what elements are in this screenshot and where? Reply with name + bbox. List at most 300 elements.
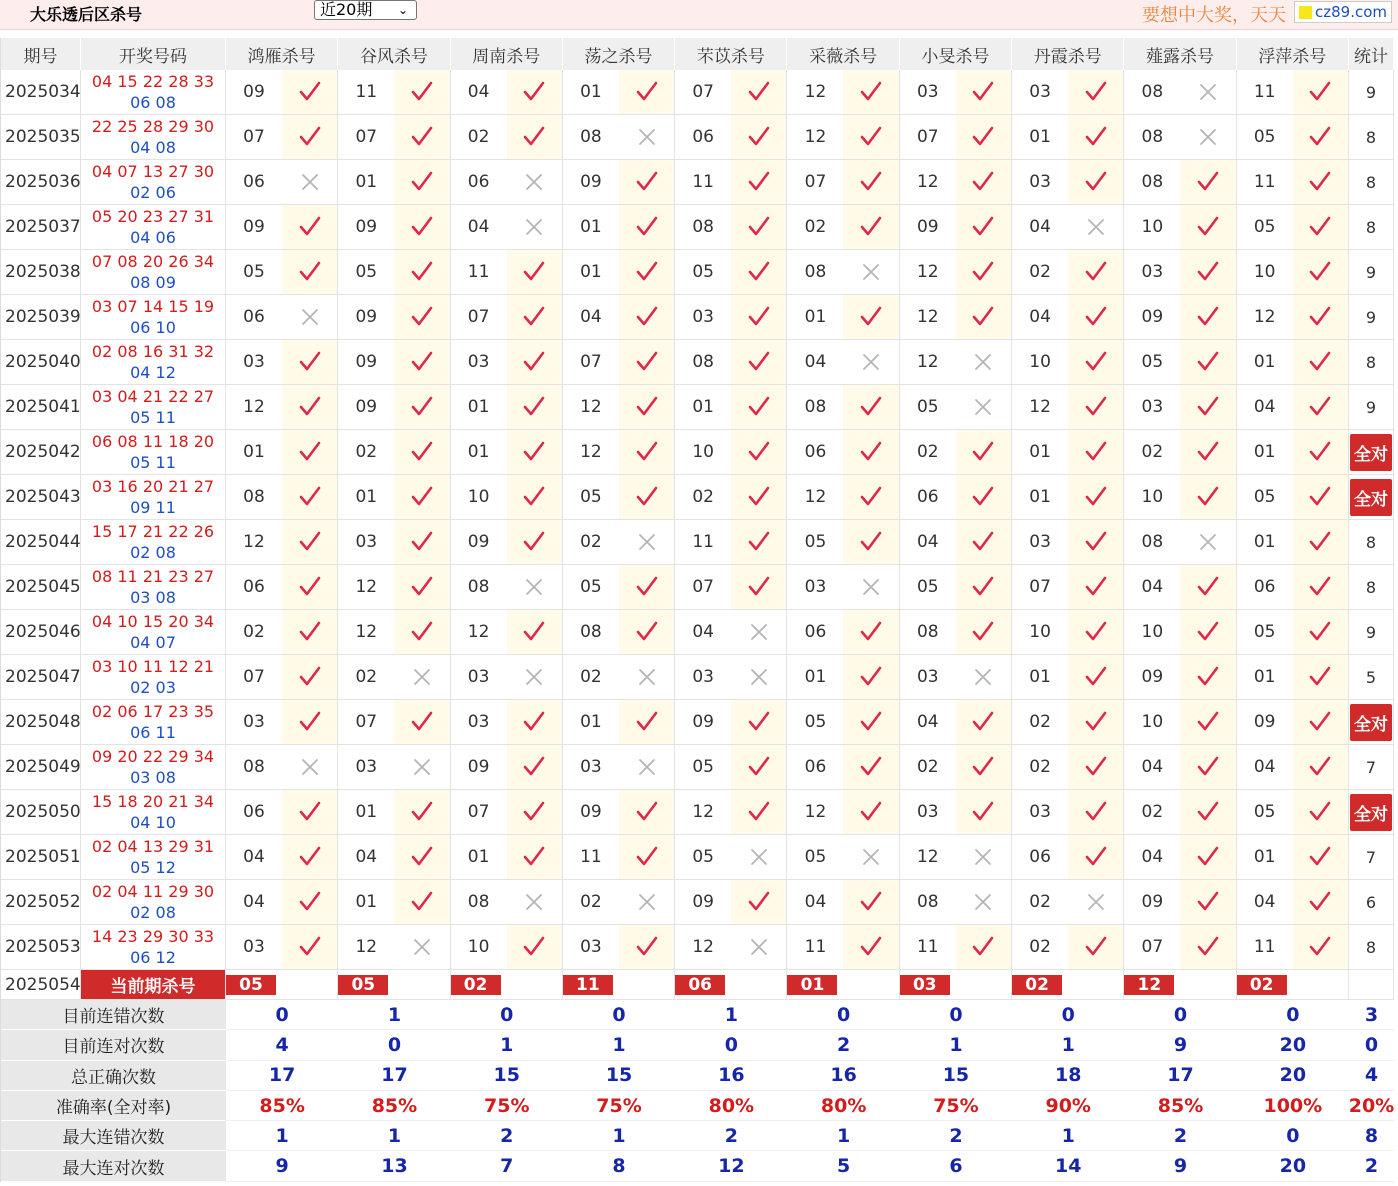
kill-number: 03 [692,307,714,327]
back-numbers: 02 03 [130,678,176,697]
kill-number: 12 [1253,307,1276,327]
kill-cell [675,295,787,340]
kill-number: 04 [916,712,939,732]
check-icon [1180,745,1235,789]
kill-cell [787,925,899,970]
stat-value: 1 [338,1121,450,1151]
kill-cell [451,115,563,160]
check-icon [1293,655,1348,699]
stat-cell: 6 [1349,880,1394,925]
kill-number: 04 [467,217,490,237]
kill-cell [563,835,675,880]
current-kill-number: 02 [1237,975,1287,995]
current-kill-number: 03 [900,975,950,995]
stat-value: 0 [451,1000,563,1030]
check-icon [731,115,786,159]
kill-number: 02 [1029,757,1051,777]
cross-icon [731,925,786,969]
all-correct-badge: 全对 [1350,704,1392,741]
front-numbers: 02 08 16 31 32 [91,342,215,361]
stat-cell: 9 [1349,385,1394,430]
front-numbers: 08 11 21 23 27 [91,567,215,586]
cross-icon [843,565,898,609]
kill-number: 04 [1029,307,1051,327]
kill-number: 01 [1253,352,1276,372]
kill-cell [226,925,338,970]
check-icon [1293,70,1348,114]
kill-number: 06 [243,802,265,822]
stat-value: 1 [563,1121,675,1151]
kill-cell [226,880,338,925]
kill-number: 09 [1141,892,1164,912]
kill-cell [1237,655,1349,700]
kill-number: 10 [467,937,490,957]
check-icon [731,475,786,519]
current-kill-cell [1012,970,1124,1000]
kill-number: 11 [1253,172,1276,192]
current-kill-cell [900,970,1012,1000]
kill-number: 02 [916,442,939,462]
kill-number: 01 [467,442,490,462]
stat-value: 2 [451,1121,563,1151]
draw-numbers [81,610,226,655]
kill-cell [675,880,787,925]
kill-cell [1237,565,1349,610]
check-icon [1180,835,1235,879]
kill-number: 07 [243,127,265,147]
kill-cell [1237,790,1349,835]
kill-number: 12 [916,262,939,282]
kill-number: 08 [692,217,714,237]
check-icon [1180,790,1235,834]
check-icon [843,790,898,834]
kill-number: 11 [1253,937,1276,957]
stat-value: 20 [1237,1151,1349,1181]
check-icon [507,925,562,969]
kill-number: 05 [1253,802,1276,822]
kill-number: 09 [1253,712,1276,732]
stat-value: 1 [787,1121,899,1151]
draw-numbers [81,115,226,160]
kill-cell [451,250,563,295]
kill-number: 08 [243,487,265,507]
kill-number: 05 [804,712,827,732]
kill-cell [226,385,338,430]
period-cell: 2025037 [1,205,81,250]
check-icon [394,160,449,204]
check-icon [394,70,449,114]
kill-cell [675,115,787,160]
kill-number: 01 [1029,667,1051,687]
kill-number: 05 [692,757,714,777]
check-icon [843,295,898,339]
check-icon [282,340,337,384]
check-icon [1180,385,1235,429]
kill-cell [1124,520,1236,565]
kill-cell [1124,610,1236,655]
kill-cell [338,295,450,340]
check-icon [843,70,898,114]
draw-numbers [81,340,226,385]
kill-cell [1012,790,1124,835]
stat-value: 0 [563,1000,675,1030]
check-icon [1180,475,1235,519]
kill-number: 07 [1141,937,1164,957]
kill-number: 04 [692,622,714,642]
back-numbers: 04 08 [130,138,176,157]
stat-value: 0 [787,1000,899,1030]
draw-numbers [81,295,226,340]
marquee-text: 要想中大奖，天天 [1142,5,1286,26]
kill-cell [451,475,563,520]
stat-value: 9 [226,1151,338,1181]
check-icon [394,340,449,384]
kill-number: 11 [355,82,378,102]
kill-cell [675,655,787,700]
kill-cell [1124,430,1236,475]
kill-number: 12 [1029,397,1051,417]
back-numbers: 04 07 [130,633,176,652]
kill-number: 01 [1029,487,1051,507]
kill-number: 10 [1141,712,1164,732]
kill-number: 01 [580,217,602,237]
check-icon [394,430,449,474]
kill-cell [563,160,675,205]
kill-number: 01 [355,892,378,912]
check-icon [956,295,1011,339]
kill-cell [787,385,899,430]
current-kill-cell [787,970,899,1000]
kill-number: 04 [355,847,378,867]
check-icon [394,835,449,879]
check-icon [956,520,1011,564]
kill-number: 05 [1253,127,1276,147]
kill-cell [1237,835,1349,880]
kill-number: 08 [804,262,827,282]
kill-cell [787,430,899,475]
kill-cell [1012,655,1124,700]
kill-cell [1012,475,1124,520]
cross-icon [282,745,337,789]
kill-cell [226,700,338,745]
front-numbers: 05 20 23 27 31 [91,207,215,226]
draw-numbers [81,565,226,610]
stat-value: 2 [1124,1121,1236,1151]
kill-number: 12 [243,397,265,417]
check-icon [1180,160,1235,204]
kill-cell [1237,160,1349,205]
kill-cell [338,385,450,430]
kill-cell [900,655,1012,700]
kill-number: 04 [804,352,827,372]
kill-cell [226,655,338,700]
kill-cell [675,475,787,520]
check-icon [956,700,1011,744]
kill-number: 02 [692,487,714,507]
kill-number: 02 [1029,712,1051,732]
kill-number: 02 [580,667,602,687]
stat-value: 75% [563,1091,675,1121]
front-numbers: 06 08 11 18 20 [91,432,215,451]
kill-number: 02 [804,217,827,237]
kill-number: 01 [467,397,490,417]
kill-cell [900,205,1012,250]
kill-number: 03 [580,757,602,777]
kill-cell [1237,925,1349,970]
kill-cell [675,520,787,565]
kill-number: 03 [355,532,378,552]
period-cell: 2025045 [1,565,81,610]
period-cell: 2025047 [1,655,81,700]
stat-value: 80% [787,1091,899,1121]
col-header-expert: 谷风杀号 [338,38,450,70]
kill-cell [451,655,563,700]
stat-label: 最大连错次数 [1,1121,226,1151]
check-icon [1180,430,1235,474]
kill-cell [787,565,899,610]
kill-number: 03 [1029,172,1051,192]
kill-number: 09 [692,892,714,912]
kill-cell [338,520,450,565]
kill-cell [787,835,899,880]
front-numbers: 04 15 22 28 33 [91,72,215,91]
kill-cell [338,115,450,160]
front-numbers: 02 04 11 29 30 [91,882,215,901]
kill-cell [1124,475,1236,520]
check-icon [1068,250,1123,294]
all-correct-badge: 全对 [1350,479,1392,516]
kill-cell [451,340,563,385]
kill-cell [1124,565,1236,610]
stat-cell [1349,430,1394,475]
kill-cell [226,295,338,340]
col-header-expert: 鸿雁杀号 [226,38,338,70]
draw-numbers [81,250,226,295]
kill-cell [338,430,450,475]
stat-value: 85% [226,1091,338,1121]
kill-cell [787,295,899,340]
site-logo[interactable] [1294,1,1392,23]
check-icon [619,340,674,384]
kill-cell [900,790,1012,835]
col-header-period: 期号 [1,38,81,70]
check-icon [956,610,1011,654]
kill-cell [338,205,450,250]
check-icon [282,925,337,969]
period-cell: 2025039 [1,295,81,340]
kill-number: 01 [1253,532,1276,552]
period-range-select[interactable] [314,0,417,20]
front-numbers: 07 08 20 26 34 [91,252,215,271]
kill-number: 03 [916,802,939,822]
kill-number: 07 [1029,577,1051,597]
back-numbers: 09 11 [130,498,176,517]
kill-number: 05 [1253,622,1276,642]
draw-numbers [81,205,226,250]
check-icon [394,790,449,834]
kill-number: 12 [804,82,827,102]
period-cell: 2025036 [1,160,81,205]
front-numbers: 09 20 22 29 34 [91,747,215,766]
kill-number: 05 [692,847,714,867]
kill-cell [563,565,675,610]
stat-cell: 8 [1349,520,1394,565]
current-kill-number: 02 [451,975,501,995]
kill-number: 08 [580,622,602,642]
stat-value: 1 [675,1000,787,1030]
check-icon [1180,880,1235,924]
kill-number: 10 [467,487,490,507]
check-icon [619,475,674,519]
stat-label: 目前连对次数 [1,1030,226,1060]
check-icon [1293,475,1348,519]
check-icon [394,115,449,159]
check-icon [619,700,674,744]
stat-value: 1 [1012,1121,1124,1151]
check-icon [843,925,898,969]
kill-cell [900,115,1012,160]
kill-number: 12 [355,577,378,597]
col-header-expert: 丹霞杀号 [1012,38,1124,70]
kill-cell [787,475,899,520]
kill-number: 02 [916,757,939,777]
check-icon [956,745,1011,789]
kill-cell [338,160,450,205]
all-correct-badge: 全对 [1350,794,1392,831]
kill-cell [338,70,450,115]
kill-number: 08 [467,892,490,912]
kill-number: 08 [1141,127,1164,147]
stat-value: 18 [1012,1061,1124,1091]
check-icon [1068,475,1123,519]
kill-number: 01 [1253,442,1276,462]
kill-cell [1237,880,1349,925]
check-icon [282,700,337,744]
kill-number: 06 [467,172,490,192]
kill-cell [787,880,899,925]
kill-cell [1237,745,1349,790]
stat-label: 总正确次数 [1,1061,226,1091]
check-icon [956,475,1011,519]
stat-value: 20 [1237,1030,1349,1060]
kill-number: 04 [1141,577,1164,597]
logo-square-icon [1299,6,1312,19]
kill-number: 12 [692,802,714,822]
check-icon [507,340,562,384]
cross-icon [843,835,898,879]
stat-value: 14 [1012,1151,1124,1181]
check-icon [1293,295,1348,339]
kill-cell [451,880,563,925]
kill-cell [451,700,563,745]
check-icon [1293,430,1348,474]
stat-value: 16 [787,1061,899,1091]
check-icon [956,115,1011,159]
check-icon [731,70,786,114]
kill-cell [451,295,563,340]
kill-cell [1237,700,1349,745]
check-icon [731,745,786,789]
stat-cell: 8 [1349,160,1394,205]
kill-number: 11 [804,937,827,957]
stat-value: 2 [900,1121,1012,1151]
kill-number: 03 [243,937,265,957]
kill-cell [1237,475,1349,520]
check-icon [843,700,898,744]
kill-cell [1124,250,1236,295]
cross-icon [956,835,1011,879]
cross-icon [956,880,1011,924]
cross-icon [1180,115,1235,159]
check-icon [1068,115,1123,159]
check-icon [1293,250,1348,294]
kill-cell [900,835,1012,880]
kill-cell [900,925,1012,970]
kill-number: 05 [580,487,602,507]
kill-number: 08 [692,352,714,372]
back-numbers: 05 12 [130,858,176,877]
draw-numbers [81,430,226,475]
cross-icon [507,565,562,609]
kill-number: 01 [580,262,602,282]
stat-value: 0 [675,1030,787,1060]
kill-cell [675,835,787,880]
check-icon [843,205,898,249]
kill-cell [1012,700,1124,745]
kill-cell [1124,385,1236,430]
all-correct-badge: 全对 [1350,434,1392,471]
kill-cell [1124,745,1236,790]
stat-cell [1349,475,1394,520]
kill-number: 08 [1141,82,1164,102]
stat-value: 15 [900,1061,1012,1091]
kill-number: 09 [692,712,714,732]
cross-icon [619,880,674,924]
front-numbers: 02 04 13 29 31 [91,837,215,856]
check-icon [1068,520,1123,564]
cross-icon [1068,205,1123,249]
kill-number: 07 [916,127,939,147]
kill-cell [338,340,450,385]
check-icon [956,70,1011,114]
kill-cell [787,340,899,385]
check-icon [507,790,562,834]
kill-cell [1012,70,1124,115]
kill-cell [226,790,338,835]
check-icon [282,565,337,609]
check-icon [1293,205,1348,249]
kill-number: 04 [1253,757,1276,777]
col-header-draw: 开奖号码 [81,38,226,70]
kill-cell [563,520,675,565]
stat-value: 6 [900,1151,1012,1181]
check-icon [1180,205,1235,249]
back-numbers: 03 08 [130,588,176,607]
period-cell: 2025038 [1,250,81,295]
kill-cell [900,520,1012,565]
current-kill-number: 06 [675,975,725,995]
back-numbers: 02 08 [130,543,176,562]
kill-cell [1124,655,1236,700]
draw-numbers [81,925,226,970]
check-icon [507,700,562,744]
kill-cell [1124,115,1236,160]
top-bar [0,0,1398,30]
kill-number: 12 [355,937,378,957]
check-icon [1293,160,1348,204]
kill-cell [675,700,787,745]
stat-value: 75% [900,1091,1012,1121]
